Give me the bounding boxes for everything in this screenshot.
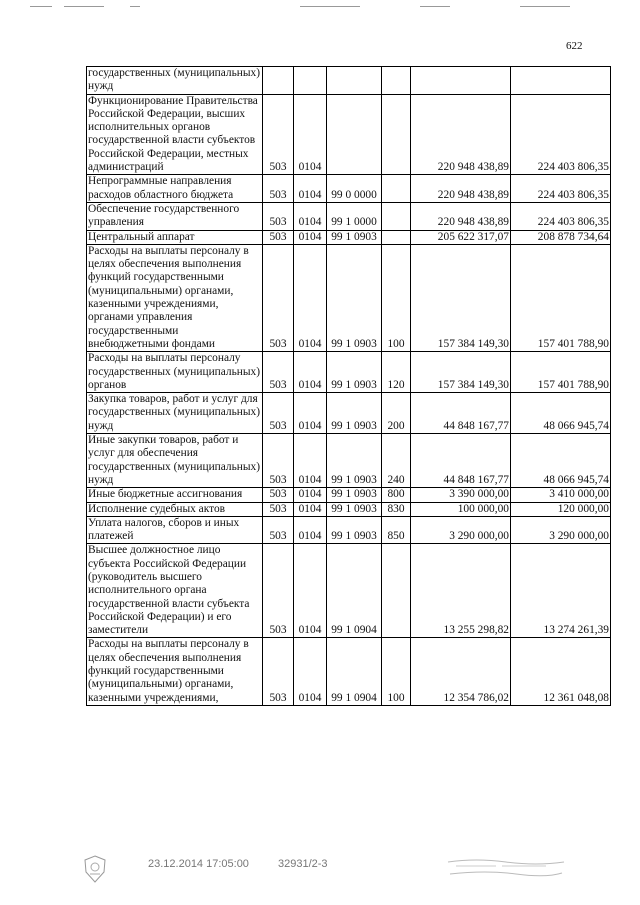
row-section: 0104 [294, 434, 327, 488]
page-footer [0, 852, 640, 902]
row-section: 0104 [294, 488, 327, 502]
row-section [294, 67, 327, 95]
row-amount-year2: 13 274 261,39 [511, 544, 611, 638]
row-target-article: 99 0 0000 [327, 175, 382, 203]
row-amount-year2: 157 401 788,90 [511, 244, 611, 351]
table-row [87, 516, 611, 544]
row-expense-type: 240 [382, 434, 411, 488]
row-amount-year1: 3 290 000,00 [411, 516, 511, 544]
row-target-article: 99 1 0903 [327, 516, 382, 544]
row-expense-type: 800 [382, 488, 411, 502]
row-amount-year1: 13 255 298,82 [411, 544, 511, 638]
row-category: 503 [263, 230, 294, 244]
row-amount-year1: 3 390 000,00 [411, 488, 511, 502]
row-amount-year2: 12 361 048,08 [511, 638, 611, 705]
row-target-article [327, 67, 382, 95]
table-row [87, 434, 611, 488]
row-name: Непрограммные направления расходов областного бюджета [87, 175, 263, 203]
row-expense-type: 100 [382, 244, 411, 351]
row-category: 503 [263, 434, 294, 488]
row-amount-year1: 205 622 317,07 [411, 230, 511, 244]
row-amount-year1: 44 848 167,77 [411, 434, 511, 488]
row-target-article: 99 1 0903 [327, 244, 382, 351]
row-expense-type: 120 [382, 352, 411, 393]
row-expense-type [382, 94, 411, 175]
budget-table-body [87, 67, 611, 706]
row-section: 0104 [294, 638, 327, 705]
row-amount-year2 [511, 67, 611, 95]
row-section: 0104 [294, 230, 327, 244]
budget-table [86, 66, 611, 706]
row-target-article: 99 1 0903 [327, 502, 382, 516]
row-amount-year2: 224 403 806,35 [511, 202, 611, 230]
row-expense-type: 830 [382, 502, 411, 516]
row-section: 0104 [294, 244, 327, 351]
row-amount-year1: 12 354 786,02 [411, 638, 511, 705]
scan-edge-marks [0, 6, 640, 10]
row-name: Расходы на выплаты персоналу в целях обеспечения выполнения функций государственными (муниципальными) органами, казенными учреждениями, органами управления государственными внебюджетными фондами [87, 244, 263, 351]
row-expense-type: 200 [382, 393, 411, 434]
table-row [87, 638, 611, 705]
table-row [87, 244, 611, 351]
row-expense-type: 100 [382, 638, 411, 705]
row-amount-year2: 208 878 734,64 [511, 230, 611, 244]
row-section: 0104 [294, 94, 327, 175]
row-amount-year2: 3 290 000,00 [511, 516, 611, 544]
row-name: Расходы на выплаты персоналу в целях обеспечения выполнения функций государственными (муниципальными) органами, казенными учреждениями, [87, 638, 263, 705]
coat-of-arms-icon [82, 854, 108, 884]
row-section: 0104 [294, 393, 327, 434]
row-section: 0104 [294, 352, 327, 393]
row-category: 503 [263, 393, 294, 434]
table-row [87, 202, 611, 230]
table-row [87, 67, 611, 95]
row-amount-year2: 48 066 945,74 [511, 434, 611, 488]
row-amount-year1: 157 384 149,30 [411, 352, 511, 393]
row-category: 503 [263, 516, 294, 544]
row-target-article [327, 94, 382, 175]
row-amount-year2: 48 066 945,74 [511, 393, 611, 434]
row-name: Иные закупки товаров, работ и услуг для обеспечения государственных (муниципальных) нужд [87, 434, 263, 488]
row-expense-type [382, 230, 411, 244]
row-category: 503 [263, 175, 294, 203]
row-amount-year1: 220 948 438,89 [411, 202, 511, 230]
row-category: 503 [263, 502, 294, 516]
row-category: 503 [263, 544, 294, 638]
table-row [87, 393, 611, 434]
row-category: 503 [263, 94, 294, 175]
row-name: Закупка товаров, работ и услуг для государственных (муниципальных) нужд [87, 393, 263, 434]
row-name: государственных (муниципальных) нужд [87, 67, 263, 95]
table-row [87, 94, 611, 175]
row-target-article: 99 1 0903 [327, 352, 382, 393]
row-section: 0104 [294, 175, 327, 203]
row-name: Центральный аппарат [87, 230, 263, 244]
table-row [87, 544, 611, 638]
row-expense-type [382, 202, 411, 230]
table-row [87, 175, 611, 203]
table-row [87, 502, 611, 516]
row-amount-year1 [411, 67, 511, 95]
row-name: Обеспечение государственного управления [87, 202, 263, 230]
row-amount-year1: 220 948 438,89 [411, 175, 511, 203]
row-amount-year1: 100 000,00 [411, 502, 511, 516]
table-row [87, 352, 611, 393]
row-section: 0104 [294, 544, 327, 638]
row-category: 503 [263, 244, 294, 351]
row-name: Уплата налогов, сборов и иных платежей [87, 516, 263, 544]
row-name: Иные бюджетные ассигнования [87, 488, 263, 502]
row-name: Высшее должностное лицо субъекта Российской Федерации (руководитель высшего исполнительного органа государственной власти субъекта Российской Федерации) и его заместители [87, 544, 263, 638]
row-amount-year2: 120 000,00 [511, 502, 611, 516]
row-category: 503 [263, 488, 294, 502]
row-target-article: 99 1 0903 [327, 230, 382, 244]
organization-stamp-icon [446, 854, 566, 884]
row-section: 0104 [294, 516, 327, 544]
row-amount-year2: 224 403 806,35 [511, 94, 611, 175]
footer-datetime: 23.12.2014 17:05:00 [148, 858, 249, 870]
row-expense-type [382, 67, 411, 95]
row-target-article: 99 1 0904 [327, 544, 382, 638]
row-expense-type: 850 [382, 516, 411, 544]
row-target-article: 99 1 0903 [327, 393, 382, 434]
row-expense-type [382, 175, 411, 203]
row-section: 0104 [294, 502, 327, 516]
row-category: 503 [263, 352, 294, 393]
row-category: 503 [263, 638, 294, 705]
row-amount-year1: 220 948 438,89 [411, 94, 511, 175]
page-number: 622 [566, 40, 583, 52]
row-amount-year2: 224 403 806,35 [511, 175, 611, 203]
row-target-article: 99 1 0903 [327, 488, 382, 502]
row-target-article: 99 1 0904 [327, 638, 382, 705]
row-name: Исполнение судебных актов [87, 502, 263, 516]
row-target-article: 99 1 0000 [327, 202, 382, 230]
row-amount-year1: 44 848 167,77 [411, 393, 511, 434]
row-section: 0104 [294, 202, 327, 230]
row-expense-type [382, 544, 411, 638]
footer-doc-code: 32931/2-3 [278, 858, 328, 870]
table-row [87, 230, 611, 244]
row-category: 503 [263, 202, 294, 230]
row-amount-year1: 157 384 149,30 [411, 244, 511, 351]
table-row [87, 488, 611, 502]
row-amount-year2: 3 410 000,00 [511, 488, 611, 502]
row-name: Расходы на выплаты персоналу государственных (муниципальных) органов [87, 352, 263, 393]
row-name: Функционирование Правительства Российской Федерации, высших исполнительных органов государственной власти субъектов Российской Федерации, местных администраций [87, 94, 263, 175]
row-target-article: 99 1 0903 [327, 434, 382, 488]
row-amount-year2: 157 401 788,90 [511, 352, 611, 393]
row-category [263, 67, 294, 95]
